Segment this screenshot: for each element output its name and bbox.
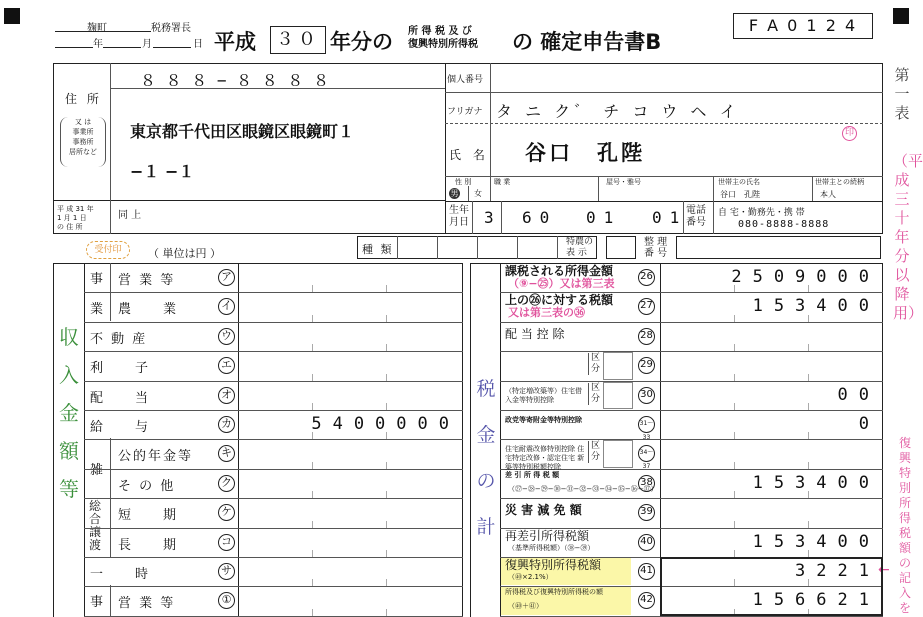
income-row-label: そ の 他 [118,478,176,494]
income-row-label: 給 与 [90,420,151,435]
kind-label: 種 類 [362,243,394,256]
tax-row-sub: （⑨−㉕）又は第三表 [508,277,615,290]
tax-row-code: 41 [638,563,655,580]
income-row-code: イ [218,298,235,315]
address-alt-label: 又 は 事業所 事務所 居所など [60,117,106,167]
income-row-label: 利 子 [90,361,151,377]
tax-category-field[interactable] [603,440,633,467]
name-field[interactable]: 谷口 孔陛 [525,141,645,165]
tax-row-label: 災 害 減 免 額 [505,503,582,518]
income-row-code: ケ [218,504,235,521]
address-line2[interactable]: −１ −１ [130,162,195,181]
date-month-label: 月 [142,39,152,50]
tax-row-code: 30 [638,387,655,404]
birth-era[interactable]: 3 [484,208,494,227]
tax-amount-field[interactable]: 153400 [752,296,880,317]
income-amount-field[interactable]: 5400000 [311,414,460,434]
tax-row-sub: （基準所得税額）（㊳−㊴） [508,543,595,552]
income-row-code: コ [218,534,235,551]
tax-row-sub: （㊵×2.1%） [508,573,553,581]
income-row-label: 農 業 [118,302,179,318]
income-row-code: オ [218,387,235,404]
arrow-left-icon: ← [878,562,890,578]
income-row-code: カ [218,416,235,433]
tax-row-sub: 又は第三表の㊱ [508,306,585,320]
tax-row-label: （特定増改築等）住宅借入金等特別控除 [505,386,582,404]
phone-field[interactable]: 080-8888-8888 [738,219,830,230]
business-label-2: 業 [90,302,104,317]
tax-row-label: 住宅耐震改修特別控除 住宅特定改修・認定住宅 新築等特別税額控除 [505,445,585,472]
income-row-label: 公的年金等 [118,449,194,465]
sheet-label: 第一表 [894,66,910,122]
furigana-field[interactable]: タ ニ ク゛ チ コ ウ ヘ イ [496,102,740,121]
income-row-code: エ [218,357,235,374]
tax-row-code: 26 [638,269,655,286]
phone-type[interactable]: 自 宅・勤務先・携 帯 [718,208,805,218]
tax-amount-field[interactable]: 153400 [752,472,880,493]
income-group-label: 収入金額等 [59,325,79,501]
income-row-code: ク [218,475,235,492]
household-head-label: 世帯主の氏名 [718,178,760,186]
prev-address-value[interactable]: 同 上 [118,210,142,221]
year-field[interactable]: ３０ [270,26,326,54]
tax-row-code: 31〜33 [638,416,655,433]
tax-row-label: 配 当 控 除 [505,326,565,341]
date-year-label: 年 [93,39,103,50]
postal-code-field[interactable]: ８ ８ ８ − ８ ８ ８ ８ [140,71,330,90]
tax-row-code: 42 [638,592,655,609]
relation-label: 世帯主との続柄 [815,178,864,186]
tax-row-label: 再差引所得税額 [505,528,590,543]
birth-label: 生年 月日 [449,205,469,228]
tax-row-label: 上の㉖に対する税額 [505,293,614,308]
corner-mark [893,8,909,24]
tax-amount-field[interactable]: 3221 [795,561,880,581]
household-head-name[interactable]: 谷口 孔陛 [720,190,760,199]
sex-female-option[interactable]: 女 [474,189,482,198]
income-row-code: ウ [218,328,235,345]
income-row-label: 配 当 [90,390,151,406]
address-line1[interactable]: 東京都千代田区眼鏡区眼鏡町１ [130,122,355,141]
income-row-label: 営 業 等 [118,273,176,288]
special-farm-label: 特農の 表 示 [566,237,594,258]
seal-mark: 印 [842,126,857,141]
tax-row-label: 課税される所得金額 [505,264,614,278]
office-suffix: 税務署長 [151,23,191,34]
phone-label: 電話 番号 [686,205,706,228]
reference-number-field[interactable] [676,236,881,259]
income-row-code: ア [218,269,235,286]
tax-row-label: 差 引 所 得 税 額 [505,470,560,479]
office-name: 麹町 [87,23,107,34]
furigana-label: フリガナ [447,107,483,117]
reconstruction-note: 復興特別所得税額の記入を [898,436,911,615]
tax-amount-field[interactable]: 0 [858,414,880,434]
reference-label: 整 理 番 号 [644,237,668,259]
tax-row-label: 復興特別所得税額 [505,558,602,572]
tax-category-field[interactable] [603,352,633,379]
income-row-label: 不 動 産 [90,331,148,347]
income-row-label: 短 期 [118,508,179,524]
tax-row-code: 29 [638,357,655,374]
name-label: 氏 名 [449,148,489,162]
tax-amount-field[interactable]: 00 [837,384,880,405]
tax-type-label: 所 得 税 及 び 復興特別所得税 [408,26,478,50]
era-label: 平成 [214,30,256,54]
tax-amount-field[interactable]: 2509000 [731,267,880,287]
tax-row-category: 区分 [588,441,602,463]
combined-transfer-label: 総合譲渡 [89,499,102,552]
special-farm-field[interactable] [606,236,636,259]
tax-row-code: 27 [638,298,655,315]
reconstruction-tax-highlight [660,557,883,616]
tax-amount-field[interactable]: 156621 [752,590,880,611]
birth-month[interactable]: 01 [586,208,622,227]
sex-male-option[interactable]: 男 [450,189,459,198]
tax-office-field[interactable] [55,19,205,59]
id-label: 個人番号 [447,75,484,85]
tax-row-category: 区分 [588,353,602,375]
prev-address-label: 平 成 31 年 1 月 1 日 の 住 所 [57,205,94,231]
birth-year[interactable]: 60 [522,208,558,227]
tax-row-sub: （㊵＋㊶） [508,602,543,611]
birth-day[interactable]: 01 [652,208,688,227]
job-label: 職 業 [494,178,511,186]
income-row-label: 一 時 [90,567,151,582]
income-row-label: 長 期 [118,537,179,553]
tax-category-field[interactable] [603,382,633,409]
tax-row-sub: （㉗−㉘−㉙−㉚−㉛−㉜−㉝−㉞−㉟−㊱−㊲） [508,484,658,493]
income-row-code: サ [218,563,235,580]
tax-row-code: 28 [638,328,655,345]
sheet-note: （平成三十年分以降用） [893,152,923,322]
shop-name-label: 屋号・雅号 [606,178,641,186]
income-row-code: キ [218,445,235,462]
form-code: F A 0 1 2 4 [733,13,873,39]
business-label: 事 [90,272,104,287]
year-suffix: 年分の [330,30,393,54]
income-row-label: 営 業 等 [118,596,176,612]
unit-label: （ 単位は円 ） [148,247,221,260]
tax-row-code: 38 [638,475,655,492]
income-row-code: ① [218,592,235,609]
tax-row-label: 政党等寄附金等特別控除 [505,416,582,424]
tax-row-code: 39 [638,504,655,521]
business-label-3: 事 [90,595,104,610]
form-title: の 確定申告書B [512,30,662,54]
tax-amount-field[interactable]: 153400 [752,531,880,552]
relation-field[interactable]: 本人 [820,190,836,199]
tax-group-label: 税金の計 [476,378,496,538]
tax-row-category: 区分 [588,383,602,405]
tax-row-label: 所得税及び復興特別所得税の額 [505,588,603,597]
sex-label: 性 別 [455,178,472,186]
date-day-label: 日 [193,39,203,50]
misc-label: 雑 [90,463,104,478]
address-label: 住 所 [65,92,102,106]
tax-row-code: 40 [638,534,655,551]
tax-row-code: 34〜37 [638,445,655,462]
receipt-stamp: 受付印 [86,241,130,259]
corner-mark [4,8,20,24]
